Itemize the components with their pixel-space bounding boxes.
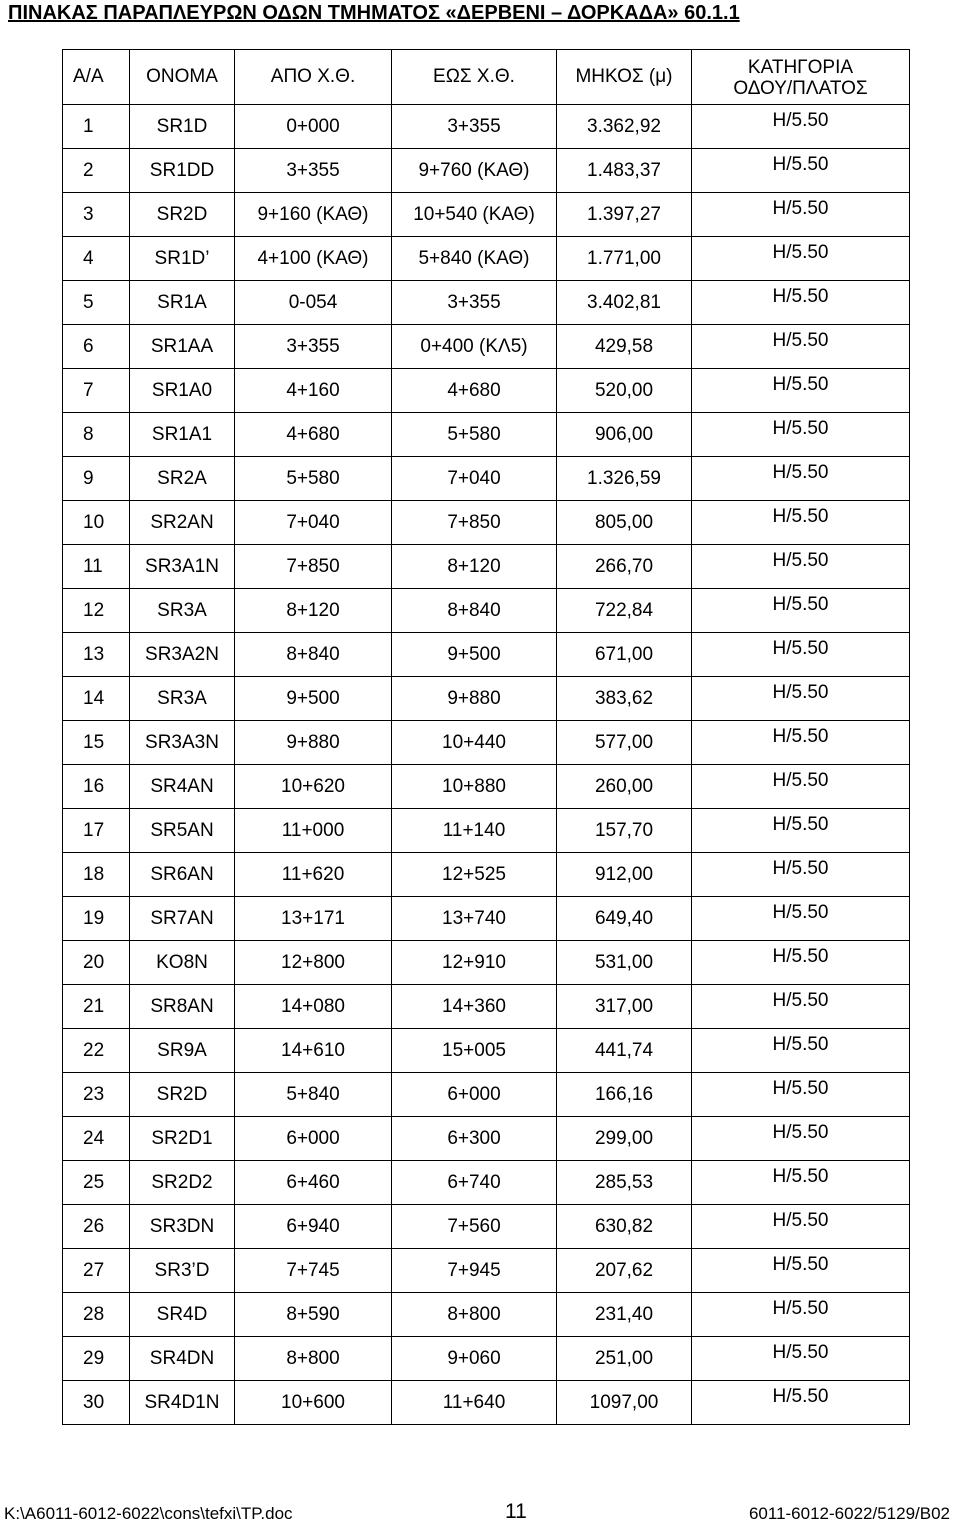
- table-row: [63, 1381, 910, 1425]
- cell-category: [692, 1029, 910, 1073]
- cell-to: 7+945: [392, 1249, 557, 1293]
- cell-aa: 6: [63, 325, 130, 369]
- cell-to: 6+000: [392, 1073, 557, 1117]
- cell-to: 11+140: [392, 809, 557, 853]
- table-row: [63, 325, 910, 369]
- cell-aa: 19: [63, 897, 130, 941]
- cell-category: [692, 413, 910, 457]
- table-row: [63, 1337, 910, 1381]
- table-row: [63, 1161, 910, 1205]
- cell-length: 520,00: [557, 369, 692, 413]
- cell-category: [692, 1293, 910, 1337]
- cell-name: SR6AN: [130, 853, 235, 897]
- cell-category: [692, 633, 910, 677]
- cell-length: 429,58: [557, 325, 692, 369]
- category-value: Η/5.50: [772, 725, 829, 747]
- cell-to: 7+560: [392, 1205, 557, 1249]
- cell-name: SR4D: [130, 1293, 235, 1337]
- table-row: [63, 413, 910, 457]
- category-value: Η/5.50: [772, 373, 829, 395]
- cell-length: 912,00: [557, 853, 692, 897]
- cell-from: 13+171: [235, 897, 392, 941]
- cell-category: [692, 677, 910, 721]
- cell-category: [692, 193, 910, 237]
- cell-name: SR2D: [130, 1073, 235, 1117]
- cell-aa: 13: [63, 633, 130, 677]
- cell-name: SR3A: [130, 589, 235, 633]
- cell-from: 3+355: [235, 325, 392, 369]
- header-category-line2: ΟΔΟΥ/ΠΛΑΤΟΣ: [733, 78, 868, 99]
- cell-from: 4+680: [235, 413, 392, 457]
- cell-category: [692, 325, 910, 369]
- cell-from: 9+500: [235, 677, 392, 721]
- header-length: ΜΗΚΟΣ (μ): [557, 50, 692, 105]
- cell-length: 317,00: [557, 985, 692, 1029]
- footer-page-number: 11: [505, 1500, 527, 1523]
- table-row: [63, 1205, 910, 1249]
- cell-name: SR3A3N: [130, 721, 235, 765]
- cell-from: 10+620: [235, 765, 392, 809]
- cell-length: 649,40: [557, 897, 692, 941]
- cell-aa: 18: [63, 853, 130, 897]
- cell-length: 383,62: [557, 677, 692, 721]
- cell-category: [692, 457, 910, 501]
- cell-aa: 17: [63, 809, 130, 853]
- cell-from: 7+745: [235, 1249, 392, 1293]
- cell-length: 906,00: [557, 413, 692, 457]
- cell-aa: 7: [63, 369, 130, 413]
- cell-name: SR1D: [130, 105, 235, 149]
- category-value: Η/5.50: [772, 1253, 829, 1275]
- table-row: [63, 1029, 910, 1073]
- cell-aa: 25: [63, 1161, 130, 1205]
- cell-to: 12+910: [392, 941, 557, 985]
- cell-from: 5+580: [235, 457, 392, 501]
- cell-length: 266,70: [557, 545, 692, 589]
- cell-length: 722,84: [557, 589, 692, 633]
- table-row: [63, 721, 910, 765]
- header-category: [692, 50, 910, 105]
- cell-to: 9+500: [392, 633, 557, 677]
- table-row: [63, 985, 910, 1029]
- cell-aa: 8: [63, 413, 130, 457]
- cell-aa: 15: [63, 721, 130, 765]
- cell-category: [692, 1117, 910, 1161]
- table-row: [63, 281, 910, 325]
- cell-from: 3+355: [235, 149, 392, 193]
- table-body: [63, 105, 910, 1425]
- table-row: [63, 457, 910, 501]
- cell-length: 441,74: [557, 1029, 692, 1073]
- cell-to: 7+850: [392, 501, 557, 545]
- cell-aa: 14: [63, 677, 130, 721]
- cell-from: 8+120: [235, 589, 392, 633]
- cell-length: 157,70: [557, 809, 692, 853]
- cell-length: 1097,00: [557, 1381, 692, 1425]
- cell-from: 10+600: [235, 1381, 392, 1425]
- table-row: [63, 193, 910, 237]
- cell-to: 3+355: [392, 281, 557, 325]
- category-value: Η/5.50: [772, 857, 829, 879]
- table-row: [63, 105, 910, 149]
- cell-name: SR3DN: [130, 1205, 235, 1249]
- cell-category: [692, 237, 910, 281]
- cell-category: [692, 1073, 910, 1117]
- cell-category: [692, 1205, 910, 1249]
- cell-length: 671,00: [557, 633, 692, 677]
- cell-length: 1.771,00: [557, 237, 692, 281]
- cell-to: 9+060: [392, 1337, 557, 1381]
- cell-aa: 5: [63, 281, 130, 325]
- cell-name: SR1A1: [130, 413, 235, 457]
- cell-aa: 29: [63, 1337, 130, 1381]
- cell-name: SR3’D: [130, 1249, 235, 1293]
- table-row: [63, 941, 910, 985]
- cell-category: [692, 149, 910, 193]
- table-row: [63, 809, 910, 853]
- cell-from: 6+460: [235, 1161, 392, 1205]
- cell-aa: 27: [63, 1249, 130, 1293]
- cell-to: 15+005: [392, 1029, 557, 1073]
- category-value: Η/5.50: [772, 329, 829, 351]
- table-row: [63, 149, 910, 193]
- cell-name: SR2D: [130, 193, 235, 237]
- cell-length: 166,16: [557, 1073, 692, 1117]
- cell-from: 12+800: [235, 941, 392, 985]
- table-row: [63, 897, 910, 941]
- cell-name: SR2A: [130, 457, 235, 501]
- cell-from: 14+610: [235, 1029, 392, 1073]
- cell-name: SR2D2: [130, 1161, 235, 1205]
- category-value: Η/5.50: [772, 901, 829, 923]
- cell-to: 9+880: [392, 677, 557, 721]
- cell-from: 8+840: [235, 633, 392, 677]
- cell-to: 10+440: [392, 721, 557, 765]
- cell-name: SR4D1N: [130, 1381, 235, 1425]
- cell-from: 14+080: [235, 985, 392, 1029]
- cell-name: SR3A1N: [130, 545, 235, 589]
- cell-length: 299,00: [557, 1117, 692, 1161]
- category-value: Η/5.50: [772, 1165, 829, 1187]
- cell-to: 6+740: [392, 1161, 557, 1205]
- table-row: [63, 853, 910, 897]
- cell-to: 7+040: [392, 457, 557, 501]
- table-row: [63, 369, 910, 413]
- header-name: ΟΝΟΜΑ: [130, 50, 235, 105]
- category-value: Η/5.50: [772, 637, 829, 659]
- cell-name: SR2D1: [130, 1117, 235, 1161]
- cell-aa: 1: [63, 105, 130, 149]
- cell-from: 0-054: [235, 281, 392, 325]
- cell-aa: 30: [63, 1381, 130, 1425]
- cell-from: 7+850: [235, 545, 392, 589]
- cell-from: 8+590: [235, 1293, 392, 1337]
- category-value: Η/5.50: [772, 549, 829, 571]
- table-row: [63, 501, 910, 545]
- cell-category: [692, 281, 910, 325]
- cell-category: [692, 765, 910, 809]
- cell-from: 11+620: [235, 853, 392, 897]
- cell-category: [692, 1381, 910, 1425]
- footer-file-path: K:\A6011-6012-6022\cons\tefxi\TP.doc: [4, 1504, 293, 1523]
- cell-name: SR4AN: [130, 765, 235, 809]
- cell-from: 0+000: [235, 105, 392, 149]
- cell-to: 10+540 (ΚΑΘ): [392, 193, 557, 237]
- cell-category: [692, 985, 910, 1029]
- category-value: Η/5.50: [772, 1297, 829, 1319]
- header-to: ΕΩΣ Χ.Θ.: [392, 50, 557, 105]
- cell-to: 8+840: [392, 589, 557, 633]
- cell-length: 251,00: [557, 1337, 692, 1381]
- cell-length: 1.326,59: [557, 457, 692, 501]
- cell-from: 9+160 (ΚΑΘ): [235, 193, 392, 237]
- cell-aa: 21: [63, 985, 130, 1029]
- cell-from: 4+100 (ΚΑΘ): [235, 237, 392, 281]
- cell-category: [692, 721, 910, 765]
- cell-aa: 24: [63, 1117, 130, 1161]
- category-value: Η/5.50: [772, 505, 829, 527]
- cell-from: 5+840: [235, 1073, 392, 1117]
- cell-to: 5+580: [392, 413, 557, 457]
- cell-category: [692, 501, 910, 545]
- table-row: [63, 237, 910, 281]
- cell-to: 8+120: [392, 545, 557, 589]
- cell-aa: 11: [63, 545, 130, 589]
- category-value: Η/5.50: [772, 989, 829, 1011]
- cell-aa: 10: [63, 501, 130, 545]
- footer-doc-code: 6011-6012-6022/5129/B02: [748, 1504, 950, 1523]
- cell-from: 4+160: [235, 369, 392, 413]
- cell-name: SR3A2N: [130, 633, 235, 677]
- cell-length: 231,40: [557, 1293, 692, 1337]
- category-value: Η/5.50: [772, 241, 829, 263]
- table-header-row: [63, 50, 910, 105]
- cell-name: SR1A: [130, 281, 235, 325]
- cell-to: 10+880: [392, 765, 557, 809]
- cell-length: 207,62: [557, 1249, 692, 1293]
- cell-length: 1.483,37: [557, 149, 692, 193]
- cell-length: 3.362,92: [557, 105, 692, 149]
- table-row: [63, 589, 910, 633]
- cell-name: SR1D’: [130, 237, 235, 281]
- cell-from: 11+000: [235, 809, 392, 853]
- cell-to: 0+400 (ΚΛ5): [392, 325, 557, 369]
- cell-name: SR5AN: [130, 809, 235, 853]
- cell-length: 531,00: [557, 941, 692, 985]
- cell-to: 11+640: [392, 1381, 557, 1425]
- table-row: [63, 1293, 910, 1337]
- category-value: Η/5.50: [772, 1077, 829, 1099]
- cell-name: KO8N: [130, 941, 235, 985]
- cell-name: SR9A: [130, 1029, 235, 1073]
- cell-category: [692, 941, 910, 985]
- cell-length: 805,00: [557, 501, 692, 545]
- cell-aa: 16: [63, 765, 130, 809]
- cell-from: 7+040: [235, 501, 392, 545]
- cell-to: 3+355: [392, 105, 557, 149]
- category-value: Η/5.50: [772, 1341, 829, 1363]
- cell-to: 5+840 (ΚΑΘ): [392, 237, 557, 281]
- cell-category: [692, 897, 910, 941]
- cell-from: 8+800: [235, 1337, 392, 1381]
- category-value: Η/5.50: [772, 1033, 829, 1055]
- cell-aa: 26: [63, 1205, 130, 1249]
- cell-aa: 23: [63, 1073, 130, 1117]
- category-value: Η/5.50: [772, 197, 829, 219]
- cell-name: SR3A: [130, 677, 235, 721]
- side-roads-table: [62, 49, 910, 1425]
- category-value: Η/5.50: [772, 813, 829, 835]
- table-row: [63, 1249, 910, 1293]
- category-value: Η/5.50: [772, 461, 829, 483]
- cell-category: [692, 105, 910, 149]
- table-row: [63, 677, 910, 721]
- header-aa: Α/Α: [63, 50, 130, 105]
- cell-aa: 22: [63, 1029, 130, 1073]
- cell-name: SR2AN: [130, 501, 235, 545]
- cell-aa: 4: [63, 237, 130, 281]
- table-row: [63, 1117, 910, 1161]
- table-row: [63, 545, 910, 589]
- cell-length: 1.397,27: [557, 193, 692, 237]
- cell-length: 577,00: [557, 721, 692, 765]
- cell-name: SR1DD: [130, 149, 235, 193]
- cell-aa: 2: [63, 149, 130, 193]
- category-value: Η/5.50: [772, 1121, 829, 1143]
- cell-aa: 9: [63, 457, 130, 501]
- cell-to: 4+680: [392, 369, 557, 413]
- cell-name: SR7AN: [130, 897, 235, 941]
- cell-aa: 20: [63, 941, 130, 985]
- cell-name: SR4DN: [130, 1337, 235, 1381]
- category-value: Η/5.50: [772, 1209, 829, 1231]
- cell-aa: 28: [63, 1293, 130, 1337]
- table-row: [63, 633, 910, 677]
- cell-category: [692, 589, 910, 633]
- cell-name: SR1AA: [130, 325, 235, 369]
- cell-aa: 12: [63, 589, 130, 633]
- cell-to: 14+360: [392, 985, 557, 1029]
- table-row: [63, 1073, 910, 1117]
- cell-category: [692, 369, 910, 413]
- cell-to: 6+300: [392, 1117, 557, 1161]
- cell-from: 6+000: [235, 1117, 392, 1161]
- cell-category: [692, 853, 910, 897]
- cell-to: 8+800: [392, 1293, 557, 1337]
- cell-name: SR1A0: [130, 369, 235, 413]
- cell-category: [692, 545, 910, 589]
- category-value: Η/5.50: [772, 769, 829, 791]
- cell-category: [692, 1161, 910, 1205]
- cell-to: 12+525: [392, 853, 557, 897]
- cell-length: 630,82: [557, 1205, 692, 1249]
- category-value: Η/5.50: [772, 593, 829, 615]
- cell-length: 260,00: [557, 765, 692, 809]
- category-value: Η/5.50: [772, 285, 829, 307]
- cell-to: 13+740: [392, 897, 557, 941]
- cell-length: 3.402,81: [557, 281, 692, 325]
- cell-name: SR8AN: [130, 985, 235, 1029]
- cell-category: [692, 1249, 910, 1293]
- cell-from: 6+940: [235, 1205, 392, 1249]
- cell-category: [692, 809, 910, 853]
- table-row: [63, 765, 910, 809]
- category-value: Η/5.50: [772, 681, 829, 703]
- category-value: Η/5.50: [772, 1385, 829, 1407]
- page-title: ΠΙΝΑΚΑΣ ΠΑΡΑΠΛΕΥΡΩΝ ΟΔΩΝ ΤΜΗΜΑΤΟΣ «ΔΕΡΒΕΝΙ – ΔΟΡΚΑΔΑ» 60.1.1: [8, 2, 740, 24]
- category-value: Η/5.50: [772, 417, 829, 439]
- cell-length: 285,53: [557, 1161, 692, 1205]
- cell-from: 9+880: [235, 721, 392, 765]
- header-category-line1: ΚΑΤΗΓΟΡΙΑ: [747, 57, 854, 78]
- category-value: Η/5.50: [772, 945, 829, 967]
- cell-aa: 3: [63, 193, 130, 237]
- category-value: Η/5.50: [772, 153, 829, 175]
- cell-to: 9+760 (ΚΑΘ): [392, 149, 557, 193]
- header-from: ΑΠΟ Χ.Θ.: [235, 50, 392, 105]
- category-value: Η/5.50: [772, 109, 829, 131]
- cell-category: [692, 1337, 910, 1381]
